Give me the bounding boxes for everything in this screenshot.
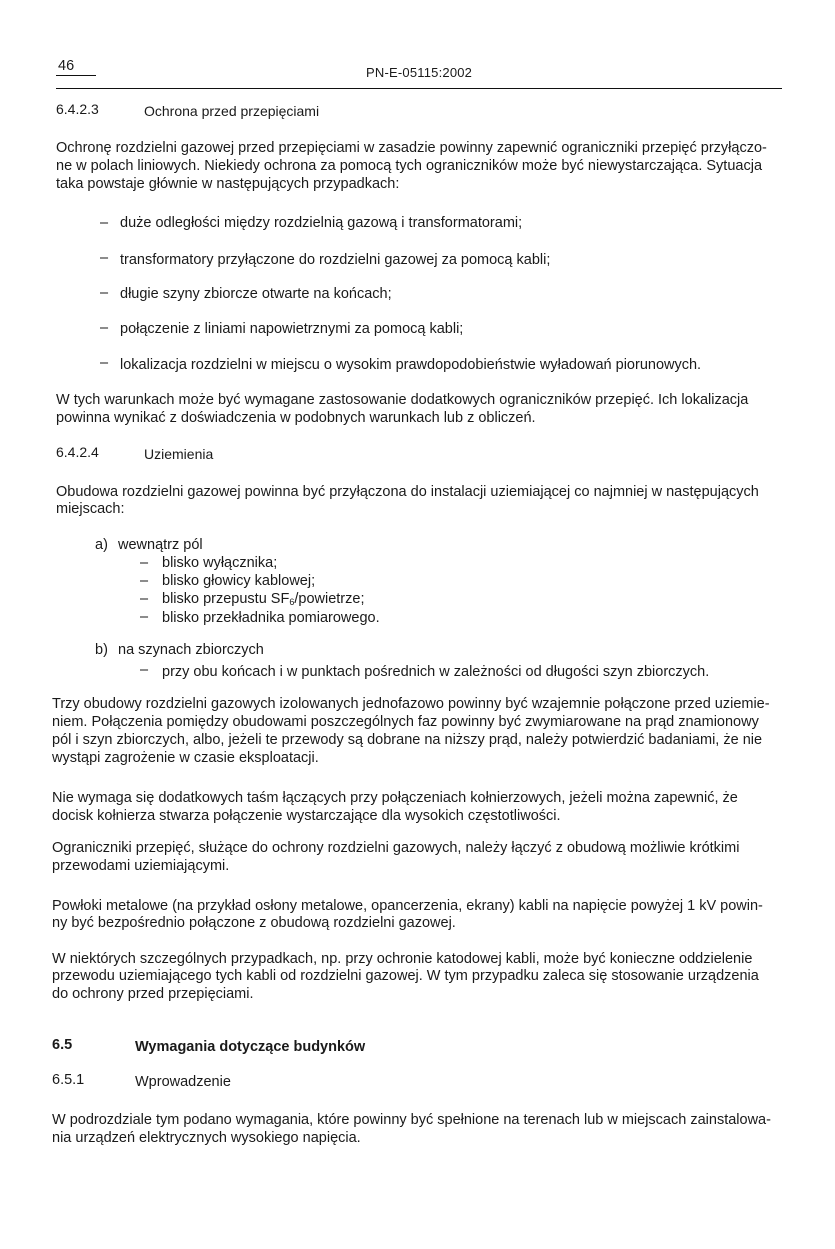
s6423-intro-line3: taka powstaje głównie w następujących przypadkach: <box>56 176 400 192</box>
section-6423-number: 6.4.2.3 <box>56 101 99 117</box>
p1-line4: wystąpi zagrożenie w czasie eksploatacji. <box>52 750 319 766</box>
section-6424-number: 6.4.2.4 <box>56 444 99 460</box>
list-dash: – <box>100 215 109 231</box>
standard-id: PN-E-05115:2002 <box>366 65 473 80</box>
section-651-number: 6.5.1 <box>52 1072 85 1088</box>
section-6423-title: Ochrona przed przepięciami <box>144 103 320 119</box>
list-item: połączenie z liniami napowietrznymi za pomocą kabli; <box>120 321 464 337</box>
list-dash: – <box>140 662 149 678</box>
list-dash: – <box>100 285 109 301</box>
sub-list-item: blisko przekładnika pomiarowego. <box>162 610 380 626</box>
p4-line2: ny być bezpośrednio połączone z obudową rozdzielni gazowej. <box>52 915 456 931</box>
list-item: długie szyny zbiorcze otwarte na końcach; <box>120 286 392 302</box>
p5-line2: przewodu uziemiającego tych kabli od rozdzielni gazowej. W tym przypadku zaleca się stosowanie urządzenia <box>52 968 759 984</box>
page-number: 46 <box>58 58 75 74</box>
section-65-title: Wymagania dotyczące budynków <box>135 1039 366 1055</box>
s6424-intro-line2: miejscach: <box>56 501 125 517</box>
list-dash: – <box>100 250 109 266</box>
sub-list-item: blisko głowicy kablowej; <box>162 573 316 589</box>
p3-line1: Ograniczniki przepięć, służące do ochrony rozdzielni gazowych, należy łączyć z obudową możliwie krótkimi <box>52 840 740 856</box>
p5-line1: W niektórych szczególnych przypadkach, np. przy ochronie katodowej kabli, może być konieczne oddzielenie <box>52 951 753 967</box>
list-dash: – <box>100 320 109 336</box>
s6423-intro-line2: ne w polach liniowych. Niekiedy ochrona za pomocą tych ograniczników może być niewystarczająca. Sytuacja <box>56 158 763 174</box>
list-item: lokalizacja rozdzielni w miejscu o wysokim prawdopodobieństwie wyładowań piorunowych. <box>120 357 702 373</box>
p1-line3: pól i szyn zbiorczych, albo, jeżeli te przewody są dobrane na niższy prąd, należy potwierdzić badaniami, że nie <box>52 732 763 748</box>
s6423-outro-line1: W tych warunkach może być wymagane zastosowanie dodatkowych ograniczników przepięć. Ich lokalizacja <box>56 392 749 408</box>
p1-line2: niem. Połączenia pomiędzy obudowami poszczególnych faz powinny być zwymiarowane na prąd znamionowy <box>52 714 759 730</box>
list-dash: – <box>100 355 109 371</box>
sf6-suffix: /powietrze; <box>294 591 365 607</box>
list-item: duże odległości między rozdzielnią gazową i transformatorami; <box>120 215 523 231</box>
list-a-label: a) <box>95 537 108 553</box>
p3-line2: przewodami uziemiającymi. <box>52 858 230 874</box>
sub-list-item-sf6 <box>162 591 364 607</box>
p4-line1: Powłoki metalowe (na przykład osłony metalowe, opancerzenia, ekrany) kabli na napięcie powyżej 1 kV powin- <box>52 898 763 914</box>
section-65-number: 6.5 <box>52 1037 73 1053</box>
list-dash: – <box>140 591 149 607</box>
p5-line3: do ochrony przed przepięciami. <box>52 986 254 1002</box>
header-rule <box>56 88 782 89</box>
page-number-underline <box>56 75 96 76</box>
list-dash: – <box>140 555 149 571</box>
list-item: transformatory przyłączone do rozdzielni gazowej za pomocą kabli; <box>120 252 551 268</box>
s651-line1: W podrozdziale tym podano wymagania, które powinny być spełnione na terenach lub w miejscach zainstalowa- <box>52 1112 771 1128</box>
sf6-prefix: blisko przepustu SF <box>162 591 290 607</box>
p2-line1: Nie wymaga się dodatkowych taśm łączących przy połączeniach kołnierzowych, jeżeli można zapewnić, że <box>52 790 738 806</box>
sf6-subscript: 6 <box>289 597 295 607</box>
sub-list-item: przy obu końcach i w punktach pośrednich w zależności od długości szyn zbiorczych. <box>162 664 710 680</box>
list-dash: – <box>140 609 149 625</box>
list-a-text: wewnątrz pól <box>118 537 203 553</box>
list-b-label: b) <box>95 642 108 658</box>
s6423-intro-line1: Ochronę rozdzielni gazowej przed przepięciami w zasadzie powinny zapewnić ograniczniki przepięć przyłączo- <box>56 140 767 156</box>
list-dash: – <box>140 573 149 589</box>
list-b-text: na szynach zbiorczych <box>118 642 264 658</box>
s651-line2: nia urządzeń elektrycznych wysokiego napięcia. <box>52 1130 361 1146</box>
s6424-intro-line1: Obudowa rozdzielni gazowej powinna być przyłączona do instalacji uziemiającej co najmniej w następujących <box>56 484 759 500</box>
section-6424-title: Uziemienia <box>144 446 214 462</box>
section-651-title: Wprowadzenie <box>135 1074 231 1090</box>
p1-line1: Trzy obudowy rozdzielni gazowych izolowanych jednofazowo powinny być wzajemnie połączone przed uziemie- <box>52 696 770 712</box>
p2-line2: docisk kołnierza stwarza połączenie wystarczające dla wysokich częstotliwości. <box>52 808 561 824</box>
sub-list-item: blisko wyłącznika; <box>162 555 278 571</box>
s6423-outro-line2: powinna wynikać z doświadczenia w podobnych warunkach lub z obliczeń. <box>56 410 536 426</box>
